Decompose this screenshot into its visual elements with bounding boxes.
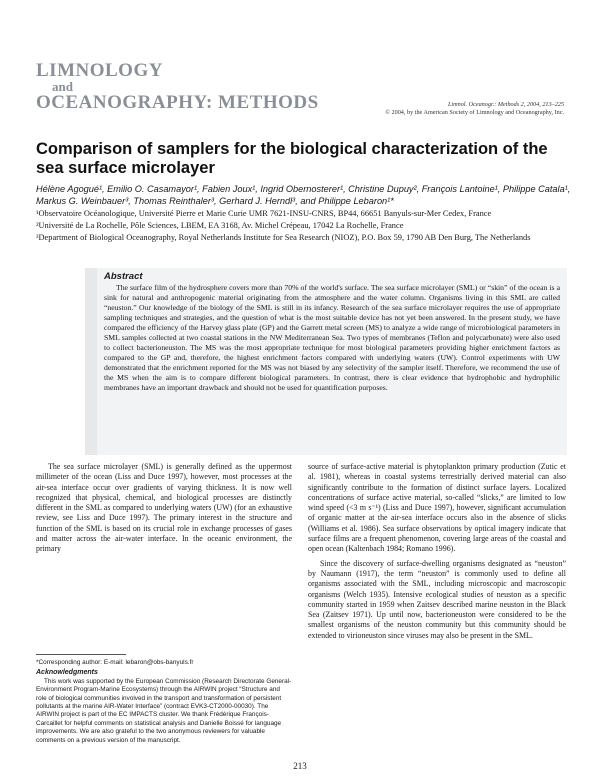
affiliations: [36, 208, 576, 244]
acknowledgments-heading: Acknowledgments: [36, 669, 98, 677]
footnotes: [36, 659, 292, 745]
citation-line2: © 2004, by the American Society of Limnology and Oceanography, Inc.: [385, 109, 564, 116]
article-title: Comparison of samplers for the biological characterization of the sea surface microlayer: [36, 140, 548, 177]
citation-line1: Limnol. Oceanogr.: Methods 2, 2004, 213–225: [447, 101, 564, 108]
journal-name-line1: LIMNOLOGY: [36, 60, 163, 81]
acknowledgments-text: This work was supported by the European Commission (Research Directorate General-Environment Program-Marine Ecosystems) through the AIRWIN project “Structure and role of biological communities involved in the transport and transformation of persistent pollutants at the marine AIR-Water Interface” (contract EVK3-CT2000-00030). The AIRWIN project is part of the EC IMPACTS cluster. We thank Frédérique François-Carcaillet for helpful comments on statistical analysis and Danielle Boissé for language improvements. We are also grateful to the two anonymous reviewers for valuable comments on a previous version of the manuscript.: [36, 677, 292, 744]
body-column-left: [36, 462, 292, 555]
affiliation-2: ²Université de La Rochelle, Pôle Sciences, LBEM, EA 3168, Av. Michel Crépeau, 17042 La Rochelle, France: [36, 221, 404, 230]
corresponding-author-note: *Corresponding author: E-mail: lebaron@obs-banyuls.fr: [36, 659, 194, 666]
body-paragraph-2: source of surface-active material is phytoplankton primary production (Zutic et al. 1981), whereas in coastal systems terrestrially derived material can also significantly contribute to the formation of distinct surface layers. Localized concentrations of surface active material, so-called “slicks,” are limited to low wind speed (<3 m s⁻¹) (Liss and Duce 1997), however, significant accumulation of organic matter at the air-sea interface occurs also in the absence of slicks (Williams et al. 1986). Sea surface observations by optical imagery indicate that surface films are a frequent phenomenon, covering large areas of the coastal and open ocean (Kaltenbach 1984; Romano 1996).: [308, 462, 566, 554]
affiliation-1: ¹Observatoire Océanologique, Université Pierre et Marie Curie UMR 7621-INSU-CNRS, BP44, 66651 Banyuls-sur-Mer Cedex, France: [36, 209, 492, 218]
abstract-side-bar: [85, 268, 97, 455]
abstract-heading: Abstract: [104, 271, 143, 282]
body-paragraph-1: The sea surface microlayer (SML) is generally defined as the uppermost millimeter of the ocean (Liss and Duce 1997), however, most processes at the air-sea interface occur over gradients of varying thickness. It is now well recognized that physical, chemical, and biological processes are distinctly different in the SML as compared to underlying waters (UW) (for an exhaustive review, see Liss and Duce 1997). The primary interest in the structure and function of the SML is based on its crucial role in exchange processes of gases and matter across the air-water interface. In the oceanic environment, the primary: [36, 462, 292, 554]
body-column-right: [308, 462, 566, 641]
body-paragraph-3: Since the discovery of surface-dwelling organisms designated as “neuston” by Naumann (1917), the term “neuston” is commonly used to define all organisms associated with the SML, including microscopic and macroscopic organisms (Welch 1935). Intensive ecological studies of neuston as a specific community started in 1959 when Zaitsev described marine neuston in the Black Sea (Zaitsev 1971). Up until now, bacterioneuston were considered to be the smallest organisms of the neuston community but this community should be extended to virioneuston since viruses may also be present in the SML.: [308, 558, 566, 640]
footnote-rule: [36, 654, 126, 655]
journal-name-line2: and: [52, 79, 73, 94]
journal-logo: [36, 62, 319, 112]
journal-name-line3: OCEANOGRAPHY: METHODS: [36, 92, 319, 113]
citation-header: [385, 101, 564, 117]
page-number: 213: [293, 761, 307, 771]
author-list: Hélène Agogué¹, Emilio O. Casamayor¹, Fabien Joux¹, Ingrid Obernosterer¹, Christine Dupuy², François Lantoine¹, Philippe Catala¹, Markus G. Weinbauer³, Thomas Reinthaler³, Gerhard J. Herndl³, and Philippe Lebaron¹*: [36, 184, 571, 206]
affiliation-3: ³Department of Biological Oceanography, Royal Netherlands Institute for Sea Research (NIOZ), P.O. Box 59, 1790 AB Den Burg, The Netherlands: [36, 233, 531, 242]
abstract-text: The surface film of the hydrosphere covers more than 70% of the world's surface. The sea surface microlayer (SML) or “skin” of the ocean is a sink for natural and anthropogenic material originating from the atmosphere and the water column. Organisms living in this SML are called “neuston.” Our knowledge of the biology of the SML is still in its infancy. Research of the sea surface microlayer requires the use of appropriate sampling techniques and strategies, and the question of what is the most suitable device has not yet been answered. In the present study, we have compared the efficiency of the Harvey glass plate (GP) and the Garrett metal screen (MS) to analyze a wide range of microbiological parameters in SML samples collected at two coastal stations in the NW Mediterranean Sea. Two types of membranes (Teflon and polycarbonate) were also used to collect bacterioneuston. The MS was the most appropriate technique for most biological parameters providing higher enrichment factors as compared to the GP and, therefore, the highest enrichment factors compared with underlying waters (UW). Control experiments with UW demonstrated that the enrichment reported for the MS was not biased by any selectivity of the sampler itself. Therefore, we recommend the use of the MS when the aim is to compare different biological parameters. In contrast, there is clear evidence that hydrophobic and hydrophilic membranes have an important drawback and should not be used for quantification purposes.: [104, 283, 560, 393]
